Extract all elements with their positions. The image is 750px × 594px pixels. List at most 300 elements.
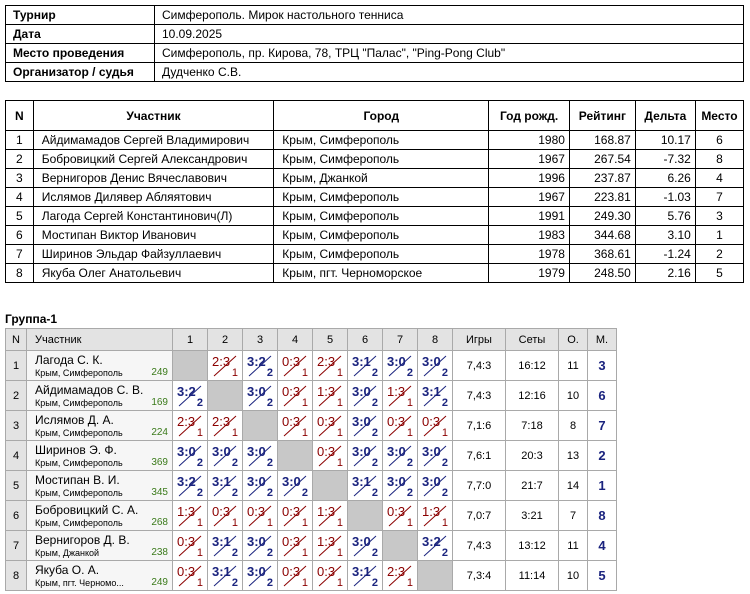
participants-header-cell: Дельта: [635, 101, 695, 131]
group-sets: 12:16: [506, 381, 559, 411]
group-header-cell: N: [6, 329, 27, 351]
score-sets: 3:0: [352, 414, 371, 429]
score-points: 2: [441, 487, 448, 499]
participant-cell: 6.26: [635, 169, 695, 188]
participants-table: [5, 100, 744, 283]
group-player-rating: 224: [151, 427, 168, 438]
group-self-cell: [278, 441, 313, 471]
group-score-cell: [173, 561, 208, 591]
group-score-cell: [348, 561, 383, 591]
score-points: 2: [371, 397, 378, 409]
group-header-cell: 8: [418, 329, 453, 351]
group-score-cell: [173, 411, 208, 441]
group-place: 4: [588, 531, 617, 561]
participant-cell: 1978: [489, 245, 570, 264]
participant-cell: 1: [6, 131, 34, 150]
group-player-rating: 249: [151, 577, 168, 588]
group-place: 7: [588, 411, 617, 441]
group-score-cell: [243, 351, 278, 381]
score-points: 1: [231, 367, 238, 379]
group-player-rating: 268: [151, 517, 168, 528]
group-header-cell: 6: [348, 329, 383, 351]
group-header-cell: 3: [243, 329, 278, 351]
score-sets: 3:0: [247, 444, 266, 459]
score-points: 2: [196, 457, 203, 469]
participant-row: [6, 131, 744, 150]
group-score-cell: [348, 441, 383, 471]
participant-cell: 8: [6, 264, 34, 283]
group-player-cell: [27, 531, 173, 561]
score-sets: 0:3: [177, 534, 196, 549]
group-player-city: Крым, Симферополь: [35, 368, 123, 378]
group-row-number: 8: [6, 561, 27, 591]
score-points: 2: [231, 487, 238, 499]
group-place: 1: [588, 471, 617, 501]
group-player-cell: [27, 471, 173, 501]
group-player-rating: 249: [151, 367, 168, 378]
score-points: 1: [336, 397, 343, 409]
group-player-rating: 169: [151, 397, 168, 408]
score-points: 2: [231, 577, 238, 589]
participant-cell: 223.81: [569, 188, 635, 207]
group-score-cell: [383, 351, 418, 381]
group-row-number: 3: [6, 411, 27, 441]
group-score-cell: [383, 501, 418, 531]
group-player-city: Крым, Симферополь: [35, 488, 123, 498]
group-row: [6, 411, 617, 441]
group-player-city: Крым, Симферополь: [35, 398, 123, 408]
participant-cell: 249.30: [569, 207, 635, 226]
score-points: 2: [406, 457, 413, 469]
group-points: 14: [559, 471, 588, 501]
score-sets: 3:1: [352, 474, 371, 489]
score-sets: 1:3: [317, 534, 336, 549]
score-points: 2: [371, 577, 378, 589]
group-row: [6, 471, 617, 501]
group-score-cell: [278, 501, 313, 531]
score-sets: 3:2: [422, 534, 441, 549]
score-points: 2: [441, 457, 448, 469]
score-sets: 3:0: [247, 534, 266, 549]
participants-header-cell: Участник: [33, 101, 274, 131]
group-row: [6, 501, 617, 531]
group-header-cell: 5: [313, 329, 348, 351]
score-sets: 1:3: [317, 504, 336, 519]
score-points: 1: [406, 577, 413, 589]
group-score-cell: [418, 531, 453, 561]
group-sets: 21:7: [506, 471, 559, 501]
group-points: 8: [559, 411, 588, 441]
participant-cell: Крым, Симферополь: [274, 188, 489, 207]
score-points: 2: [196, 487, 203, 499]
participant-cell: 6: [6, 226, 34, 245]
score-sets: 0:3: [177, 564, 196, 579]
group-score-cell: [383, 561, 418, 591]
score-sets: 3:1: [212, 474, 231, 489]
info-row: [6, 63, 744, 82]
score-points: 2: [441, 367, 448, 379]
score-sets: 0:3: [317, 444, 336, 459]
score-sets: 3:1: [212, 564, 231, 579]
group-player-name: Айдимамадов С. В.: [35, 383, 144, 397]
score-points: 1: [196, 547, 203, 559]
group-score-cell: [173, 381, 208, 411]
group-header-cell: Участник: [27, 329, 173, 351]
group-place: 5: [588, 561, 617, 591]
participant-cell: Ширинов Эльдар Файзуллаевич: [33, 245, 274, 264]
group-score-cell: [313, 351, 348, 381]
participants-header-cell: Город: [274, 101, 489, 131]
score-sets: 3:0: [282, 474, 301, 489]
group-player-city: Крым, Джанкой: [35, 548, 100, 558]
participant-cell: 1991: [489, 207, 570, 226]
score-points: 1: [336, 427, 343, 439]
score-sets: 3:0: [387, 474, 406, 489]
score-points: 1: [336, 577, 343, 589]
participant-cell: Ислямов Дилявер Абляятович: [33, 188, 274, 207]
group-score-cell: [348, 351, 383, 381]
score-points: 1: [196, 577, 203, 589]
score-points: 1: [196, 427, 203, 439]
score-sets: 0:3: [387, 414, 406, 429]
group-player-rating: 238: [151, 547, 168, 558]
group-player-name: Ислямов Д. А.: [35, 413, 114, 427]
group-row-number: 7: [6, 531, 27, 561]
group-score-cell: [348, 471, 383, 501]
group-title: Группа-1: [5, 312, 58, 326]
group-score-cell: [243, 471, 278, 501]
score-sets: 3:0: [387, 354, 406, 369]
score-points: 2: [406, 487, 413, 499]
score-points: 1: [301, 367, 308, 379]
group-self-cell: [208, 381, 243, 411]
participant-cell: 267.54: [569, 150, 635, 169]
score-sets: 0:3: [282, 384, 301, 399]
participant-cell: Мостипан Виктор Иванович: [33, 226, 274, 245]
score-sets: 0:3: [282, 534, 301, 549]
group-score-cell: [313, 441, 348, 471]
participant-cell: 5: [6, 207, 34, 226]
score-sets: 2:3: [212, 414, 231, 429]
score-sets: 3:0: [387, 444, 406, 459]
group-player-name: Лагода С. К.: [35, 353, 103, 367]
group-score-cell: [418, 441, 453, 471]
participant-row: [6, 264, 744, 283]
score-sets: 0:3: [282, 564, 301, 579]
score-points: 2: [266, 457, 273, 469]
group-games: 7,3:4: [453, 561, 506, 591]
score-sets: 3:1: [422, 384, 441, 399]
participant-cell: 2: [6, 150, 34, 169]
participant-cell: 344.68: [569, 226, 635, 245]
group-score-cell: [208, 501, 243, 531]
participants-header-cell: Рейтинг: [569, 101, 635, 131]
group-self-cell: [313, 471, 348, 501]
group-player-city: Крым, пгт. Черномо...: [35, 578, 124, 588]
group-score-cell: [243, 531, 278, 561]
group-body: [6, 351, 617, 591]
score-points: 1: [336, 517, 343, 529]
score-sets: 3:0: [352, 534, 371, 549]
participant-cell: Крым, Симферополь: [274, 150, 489, 169]
group-header-cell: 7: [383, 329, 418, 351]
group-score-cell: [348, 411, 383, 441]
score-sets: 1:3: [177, 504, 196, 519]
group-score-cell: [418, 381, 453, 411]
group-header-cell: Игры: [453, 329, 506, 351]
score-points: 2: [406, 367, 413, 379]
score-sets: 3:0: [247, 384, 266, 399]
group-row-number: 5: [6, 471, 27, 501]
score-points: 2: [266, 547, 273, 559]
participant-cell: Якуба Олег Анатольевич: [33, 264, 274, 283]
group-row-number: 2: [6, 381, 27, 411]
group-player-cell: [27, 411, 173, 441]
score-points: 1: [336, 367, 343, 379]
score-sets: 1:3: [387, 384, 406, 399]
group-score-cell: [278, 561, 313, 591]
group-score-cell: [313, 381, 348, 411]
score-points: 1: [406, 427, 413, 439]
participant-cell: 7: [6, 245, 34, 264]
score-points: 1: [301, 577, 308, 589]
participant-cell: 6: [695, 131, 743, 150]
participant-cell: 248.50: [569, 264, 635, 283]
participant-cell: 2: [695, 245, 743, 264]
group-score-cell: [173, 501, 208, 531]
score-points: 1: [266, 517, 273, 529]
score-points: 1: [301, 427, 308, 439]
group-player-name: Мостипан В. И.: [35, 473, 120, 487]
score-points: 1: [301, 547, 308, 559]
group-score-cell: [383, 471, 418, 501]
group-place: 2: [588, 441, 617, 471]
participant-cell: 5: [695, 264, 743, 283]
score-sets: 2:3: [387, 564, 406, 579]
group-score-cell: [383, 411, 418, 441]
group-points: 7: [559, 501, 588, 531]
score-points: 2: [231, 457, 238, 469]
info-row: [6, 44, 744, 63]
participant-row: [6, 226, 744, 245]
group-self-cell: [243, 411, 278, 441]
group-score-cell: [173, 531, 208, 561]
group-sets: 3:21: [506, 501, 559, 531]
participant-cell: 368.61: [569, 245, 635, 264]
group-header-cell: М.: [588, 329, 617, 351]
info-label: Турнир: [6, 6, 155, 25]
group-player-city: Крым, Симферополь: [35, 518, 123, 528]
group-place: 8: [588, 501, 617, 531]
group-header-row: [6, 329, 617, 351]
group-row-number: 6: [6, 501, 27, 531]
group-player-city: Крым, Симферополь: [35, 428, 123, 438]
participant-cell: Айдимамадов Сергей Владимирович: [33, 131, 274, 150]
group-player-name: Ширинов Э. Ф.: [35, 443, 117, 457]
participant-cell: 237.87: [569, 169, 635, 188]
score-points: 2: [371, 547, 378, 559]
group-score-cell: [418, 471, 453, 501]
score-points: 1: [336, 457, 343, 469]
score-points: 2: [371, 367, 378, 379]
participant-cell: 7: [695, 188, 743, 207]
score-sets: 3:0: [247, 474, 266, 489]
participant-cell: -1.24: [635, 245, 695, 264]
participant-cell: -7.32: [635, 150, 695, 169]
group-self-cell: [348, 501, 383, 531]
group-score-cell: [278, 411, 313, 441]
group-row: [6, 351, 617, 381]
score-sets: 3:0: [177, 444, 196, 459]
participant-cell: Бобровицкий Сергей Александрович: [33, 150, 274, 169]
group-cross-table: [5, 328, 617, 591]
group-points: 10: [559, 381, 588, 411]
group-score-cell: [278, 351, 313, 381]
group-player-city: Крым, Симферополь: [35, 458, 123, 468]
participants-body: [6, 131, 744, 283]
group-header-cell: 1: [173, 329, 208, 351]
participant-cell: Вернигоров Денис Вячеславович: [33, 169, 274, 188]
group-games: 7,6:1: [453, 441, 506, 471]
participants-header-row: [6, 101, 744, 131]
score-points: 2: [266, 577, 273, 589]
info-row: [6, 6, 744, 25]
group-player-cell: [27, 351, 173, 381]
score-points: 2: [441, 547, 448, 559]
participant-cell: 1996: [489, 169, 570, 188]
score-sets: 1:3: [422, 504, 441, 519]
group-score-cell: [243, 441, 278, 471]
group-score-cell: [313, 501, 348, 531]
score-points: 1: [231, 427, 238, 439]
score-points: 2: [266, 367, 273, 379]
group-games: 7,4:3: [453, 531, 506, 561]
group-header-cell: О.: [559, 329, 588, 351]
participant-row: [6, 245, 744, 264]
score-points: 2: [231, 547, 238, 559]
score-sets: 3:0: [422, 444, 441, 459]
participant-cell: 4: [695, 169, 743, 188]
group-self-cell: [173, 351, 208, 381]
score-sets: 3:0: [352, 444, 371, 459]
group-sets: 20:3: [506, 441, 559, 471]
score-sets: 2:3: [212, 354, 231, 369]
group-games: 7,4:3: [453, 381, 506, 411]
group-player-rating: 345: [151, 487, 168, 498]
participant-cell: -1.03: [635, 188, 695, 207]
info-label: Место проведения: [6, 44, 155, 63]
score-sets: 3:1: [352, 354, 371, 369]
group-header-cell: 4: [278, 329, 313, 351]
group-score-cell: [208, 471, 243, 501]
score-points: 1: [196, 517, 203, 529]
participant-row: [6, 207, 744, 226]
group-player-cell: [27, 441, 173, 471]
group-score-cell: [208, 351, 243, 381]
score-sets: 0:3: [422, 414, 441, 429]
participants-header-cell: N: [6, 101, 34, 131]
score-sets: 1:3: [317, 384, 336, 399]
group-points: 11: [559, 351, 588, 381]
score-points: 1: [441, 517, 448, 529]
score-points: 1: [406, 397, 413, 409]
group-score-cell: [243, 381, 278, 411]
group-sets: 7:18: [506, 411, 559, 441]
participant-cell: 10.17: [635, 131, 695, 150]
participant-cell: Крым, Симферополь: [274, 226, 489, 245]
score-points: 1: [406, 517, 413, 529]
participant-cell: 2.16: [635, 264, 695, 283]
participant-cell: Крым, Симферополь: [274, 245, 489, 264]
group-score-cell: [383, 381, 418, 411]
group-games: 7,0:7: [453, 501, 506, 531]
score-sets: 3:0: [247, 564, 266, 579]
score-sets: 0:3: [247, 504, 266, 519]
group-score-cell: [418, 411, 453, 441]
group-points: 11: [559, 531, 588, 561]
group-score-cell: [243, 561, 278, 591]
group-score-cell: [278, 381, 313, 411]
group-score-cell: [208, 411, 243, 441]
group-score-cell: [313, 411, 348, 441]
group-score-cell: [313, 561, 348, 591]
group-self-cell: [383, 531, 418, 561]
group-score-cell: [243, 501, 278, 531]
score-sets: 3:2: [247, 354, 266, 369]
group-games: 7,4:3: [453, 351, 506, 381]
group-score-cell: [173, 471, 208, 501]
tournament-info-table: [5, 5, 744, 82]
group-score-cell: [348, 381, 383, 411]
participant-cell: 168.87: [569, 131, 635, 150]
info-value: Симферополь. Мирок настольного тенниса: [155, 6, 744, 25]
info-label: Дата: [6, 25, 155, 44]
group-points: 10: [559, 561, 588, 591]
score-sets: 3:1: [352, 564, 371, 579]
score-sets: 0:3: [212, 504, 231, 519]
group-row-number: 1: [6, 351, 27, 381]
participant-cell: Крым, Симферополь: [274, 207, 489, 226]
participant-cell: 5.76: [635, 207, 695, 226]
group-score-cell: [383, 441, 418, 471]
score-sets: 0:3: [387, 504, 406, 519]
score-sets: 2:3: [317, 354, 336, 369]
info-value: Симферополь, пр. Кирова, 78, ТРЦ "Палас", "Ping-Pong Club": [155, 44, 744, 63]
score-sets: 0:3: [282, 504, 301, 519]
group-self-cell: [418, 561, 453, 591]
score-points: 1: [301, 517, 308, 529]
score-sets: 0:3: [317, 414, 336, 429]
group-score-cell: [278, 471, 313, 501]
score-points: 2: [371, 427, 378, 439]
group-games: 7,7:0: [453, 471, 506, 501]
score-points: 1: [301, 397, 308, 409]
group-score-cell: [208, 561, 243, 591]
group-place: 6: [588, 381, 617, 411]
group-score-cell: [418, 351, 453, 381]
group-score-cell: [173, 441, 208, 471]
score-points: 2: [196, 397, 203, 409]
group-player-cell: [27, 501, 173, 531]
participant-cell: 4: [6, 188, 34, 207]
group-score-cell: [278, 531, 313, 561]
score-sets: 3:1: [212, 534, 231, 549]
participant-cell: 1967: [489, 150, 570, 169]
score-points: 1: [441, 427, 448, 439]
participant-cell: 3: [6, 169, 34, 188]
participant-cell: Лагода Сергей Константинович(Л): [33, 207, 274, 226]
participant-cell: 1980: [489, 131, 570, 150]
